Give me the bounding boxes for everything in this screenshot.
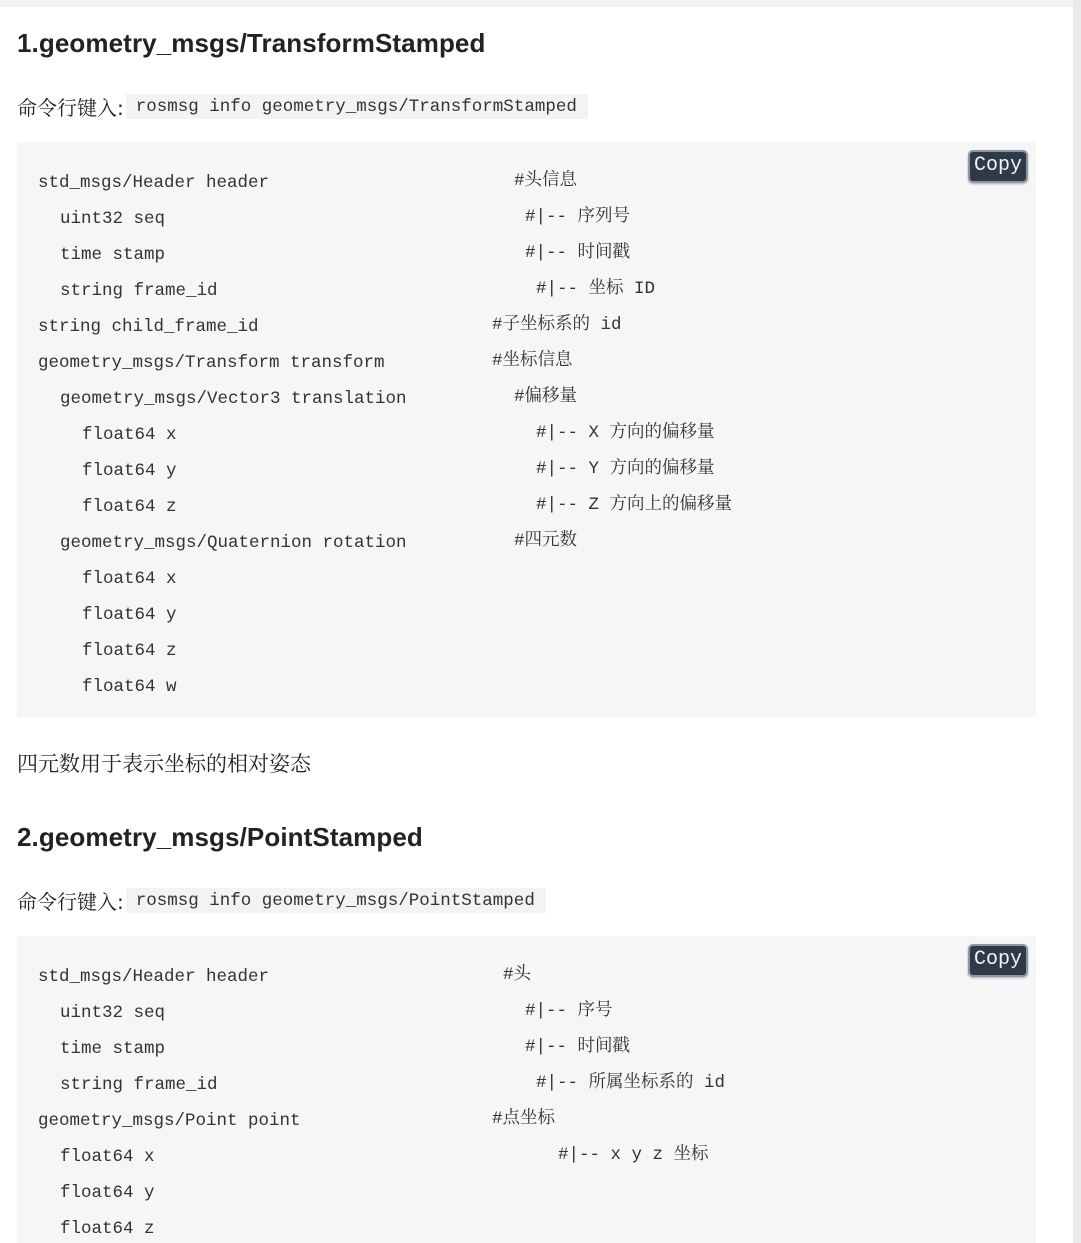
code-text: time stamp [60,245,166,265]
code-text: float64 w [82,677,177,697]
command-code[interactable]: rosmsg info geometry_msgs/TransformStamped [126,94,588,119]
code-text: geometry_msgs/Vector3 translation [60,389,407,409]
code-text: float64 z [60,1219,155,1239]
command-line [17,92,588,121]
code-text: std_msgs/Header header [38,967,270,987]
code-line [17,567,917,591]
section-title: 1.geometry_msgs/TransformStamped [17,28,486,58]
code-comment: #|-- 时间戳 [525,243,631,263]
code-line [17,387,917,411]
section-title: 2.geometry_msgs/PointStamped [17,822,423,852]
code-line [17,1073,917,1097]
code-comment: #|-- x y z 坐标 [558,1145,709,1165]
code-comment: #子坐标系的 id [492,315,622,335]
code-text: string frame_id [60,281,218,301]
code-text: float64 y [60,1183,155,1203]
code-text: std_msgs/Header header [38,173,270,193]
code-text: float64 z [82,497,177,517]
code-comment: #|-- Z 方向上的偏移量 [536,495,733,515]
command-line [17,886,546,915]
code-text: time stamp [60,1039,166,1059]
code-line [17,279,917,303]
code-text: string frame_id [60,1075,218,1095]
code-block[interactable] [17,142,1036,717]
code-block[interactable] [17,936,1036,1243]
copy-button[interactable]: Copy [968,944,1028,977]
code-text: uint32 seq [60,209,166,229]
code-line [17,423,917,447]
code-comment: #头 [503,965,532,985]
code-line [17,1217,917,1241]
code-line [17,639,917,663]
command-code[interactable]: rosmsg info geometry_msgs/PointStamped [126,888,546,913]
code-comment: #|-- 坐标 ID [536,279,656,299]
code-comment: #|-- 所属坐标系的 id [536,1073,726,1093]
paragraph-note: 四元数用于表示坐标的相对姿态 [17,752,311,776]
code-text: float64 y [82,605,177,625]
code-line [17,495,917,519]
code-comment: #四元数 [514,531,578,551]
code-text: float64 z [82,641,177,661]
code-line [17,1145,917,1169]
code-comment: #|-- 序列号 [525,207,631,227]
code-comment: #头信息 [514,171,578,191]
code-line [17,243,917,267]
code-line [17,459,917,483]
code-text: uint32 seq [60,1003,166,1023]
code-comment: #偏移量 [514,387,578,407]
code-line [17,351,917,375]
code-line [17,1037,917,1061]
code-text: geometry_msgs/Quaternion rotation [60,533,407,553]
code-line [17,675,917,699]
code-comment: #坐标信息 [492,351,573,371]
code-text: geometry_msgs/Point point [38,1111,301,1131]
code-line [17,1181,917,1205]
scrollbar-track[interactable] [1073,0,1081,1243]
code-line [17,1109,917,1133]
code-line [17,171,917,195]
code-line [17,965,917,989]
code-line [17,603,917,627]
code-line [17,207,917,231]
copy-button[interactable]: Copy [968,150,1028,183]
code-text: geometry_msgs/Transform transform [38,353,385,373]
code-comment: #|-- 时间戳 [525,1037,631,1057]
code-text: float64 y [82,461,177,481]
article-page [0,7,1073,1243]
command-label: 命令行键入: [17,96,124,120]
code-comment: #|-- X 方向的偏移量 [536,423,715,443]
code-text: string child_frame_id [38,317,259,337]
code-comment: #点坐标 [492,1109,556,1129]
code-line [17,315,917,339]
code-text: float64 x [60,1147,155,1167]
code-line [17,1001,917,1025]
code-line [17,531,917,555]
code-comment: #|-- 序号 [525,1001,613,1021]
command-label: 命令行键入: [17,890,124,914]
code-text: float64 x [82,425,177,445]
code-text: float64 x [82,569,177,589]
code-comment: #|-- Y 方向的偏移量 [536,459,715,479]
